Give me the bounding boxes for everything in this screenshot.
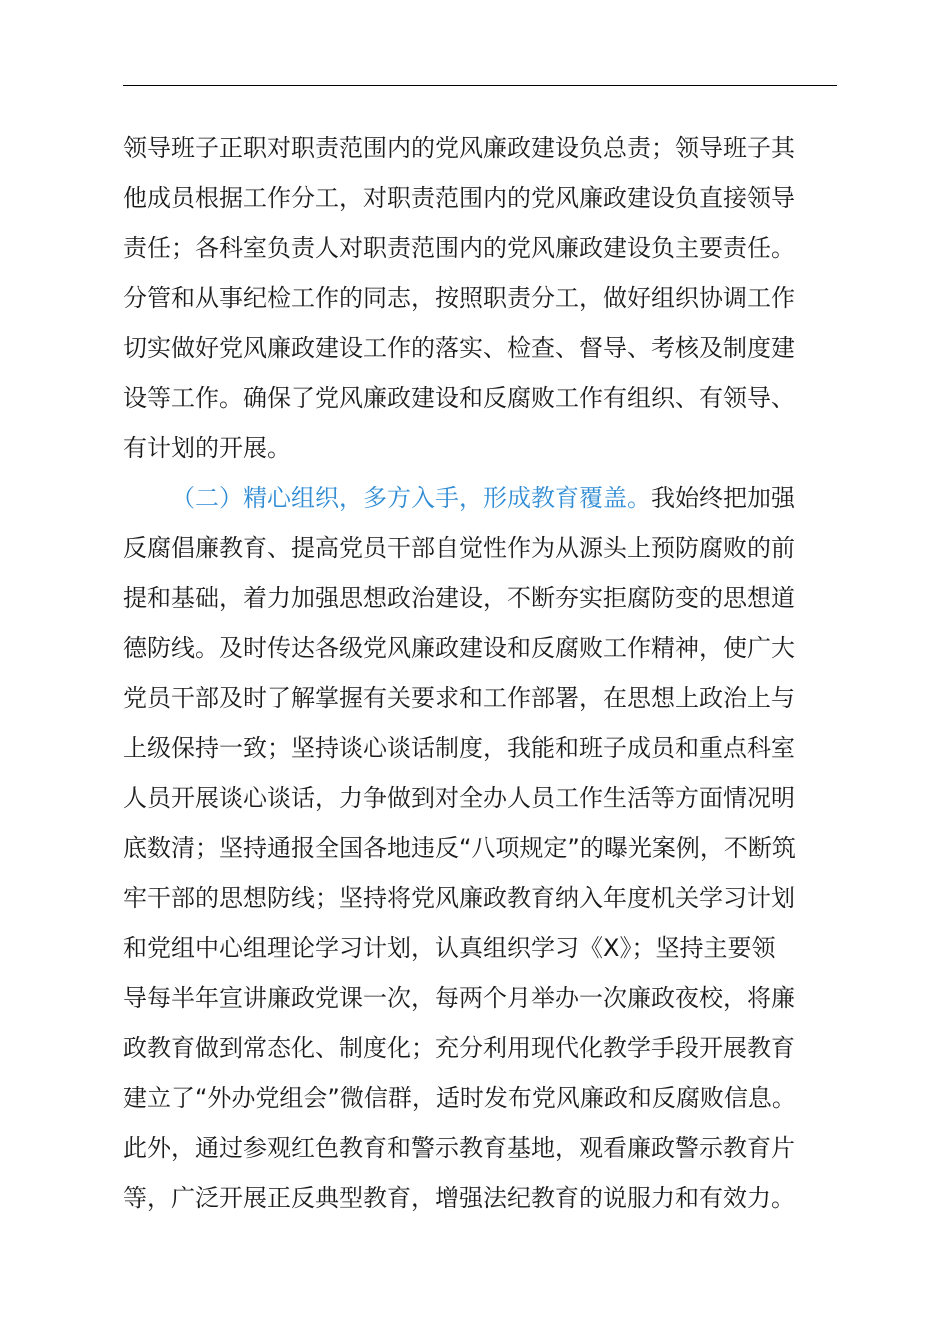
text-line: 上级保持一致；坚持谈心谈话制度，我能和班子成员和重点科室 [123, 734, 795, 762]
text-line: 他成员根据工作分工，对职责范围内的党风廉政建设负直接领导 [123, 184, 795, 212]
text-line: 等，广泛开展正反典型教育，增强法纪教育的说服力和有效力。 [123, 1184, 795, 1212]
section-2-first-line [123, 473, 837, 523]
text-line: 政教育做到常态化、制度化；充分利用现代化教学手段开展教育 [123, 1034, 795, 1062]
text-line: 切实做好党风廉政建设工作的落实、检查、督导、考核及制度建 [123, 334, 795, 362]
text-line: 和党组中心组理论学习计划，认真组织学习《X》；坚持主要领 [123, 934, 776, 962]
text-line: 德防线。及时传达各级党风廉政建设和反腐败工作精神，使广大 [123, 634, 795, 662]
text-line: 提和基础，着力加强思想政治建设，不断夯实拒腐防变的思想道 [123, 584, 795, 612]
text-line: 人员开展谈心谈话，力争做到对全办人员工作生活等方面情况明 [123, 784, 795, 812]
text-line: 底数清；坚持通报全国各地违反“八项规定”的曝光案例，不断筑 [123, 834, 796, 862]
paragraph-2 [123, 473, 837, 1223]
text-line: 建立了“外办党组会”微信群，适时发布党风廉政和反腐败信息。 [123, 1084, 796, 1112]
section-2-heading: （二）精心组织，多方入手，形成教育覆盖。 [171, 484, 651, 512]
section-2-lead-text: 我始终把加强 [651, 484, 795, 512]
text-line: 领导班子正职对职责范围内的党风廉政建设负总责；领导班子其 [123, 134, 795, 162]
header-rule [123, 85, 837, 86]
document-body [123, 123, 837, 1223]
text-line: 导每半年宣讲廉政党课一次，每两个月举办一次廉政夜校，将廉 [123, 984, 795, 1012]
text-line: 党员干部及时了解掌握有关要求和工作部署，在思想上政治上与 [123, 684, 795, 712]
text-line: 有计划的开展。 [123, 434, 291, 462]
paragraph-1 [123, 123, 837, 473]
text-line: 责任；各科室负责人对职责范围内的党风廉政建设负主要责任。 [123, 234, 795, 262]
text-line: 设等工作。确保了党风廉政建设和反腐败工作有组织、有领导、 [123, 384, 795, 412]
text-line: 此外，通过参观红色教育和警示教育基地，观看廉政警示教育片 [123, 1134, 795, 1162]
text-line: 反腐倡廉教育、提高党员干部自觉性作为从源头上预防腐败的前 [123, 534, 795, 562]
text-line: 分管和从事纪检工作的同志，按照职责分工，做好组织协调工作 [123, 284, 795, 312]
text-line: 牢干部的思想防线；坚持将党风廉政教育纳入年度机关学习计划 [123, 884, 795, 912]
